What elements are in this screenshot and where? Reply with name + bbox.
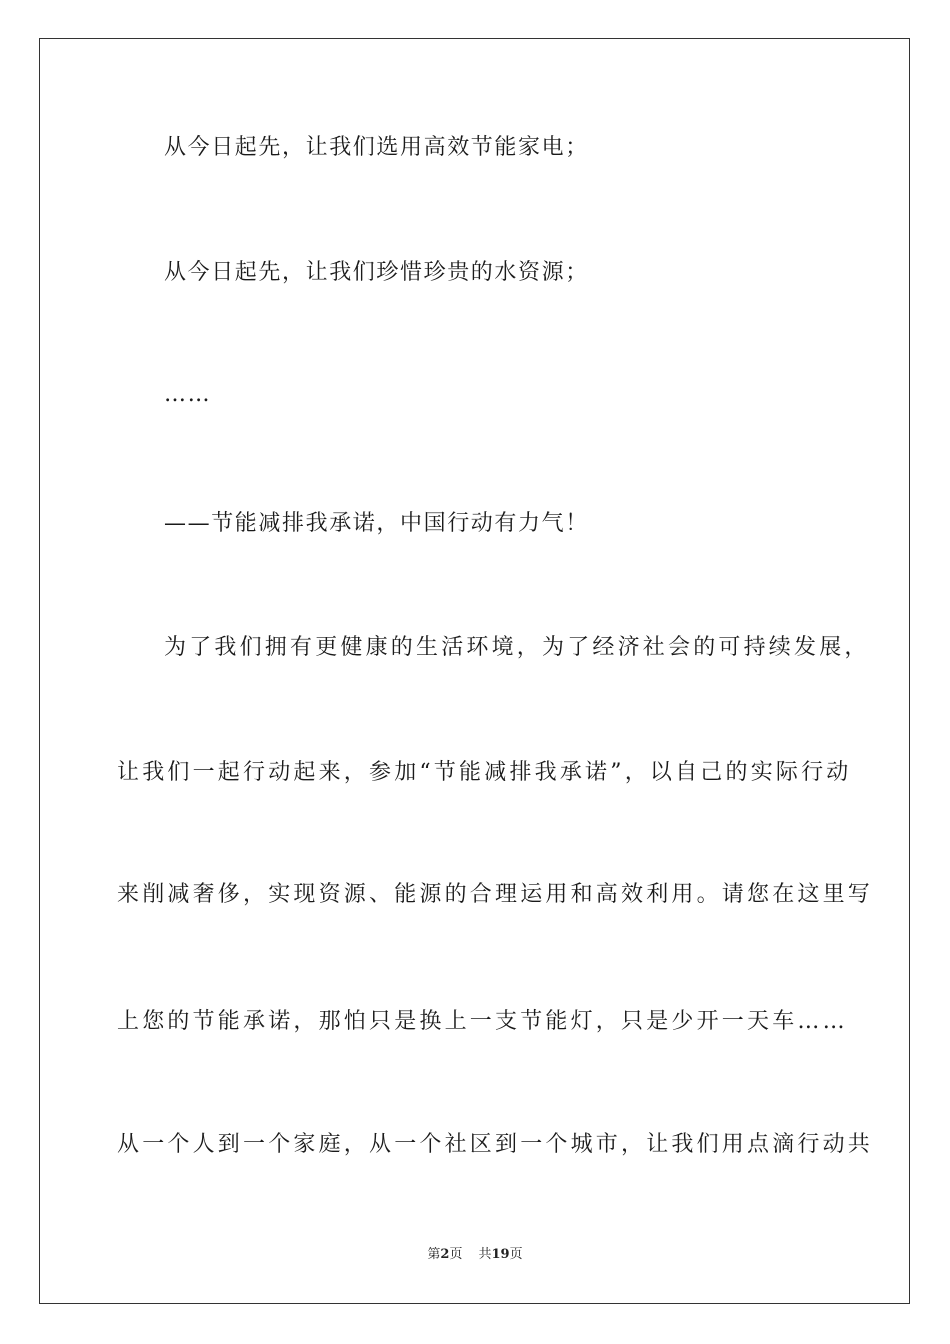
total-pages: 19 [491, 1247, 510, 1262]
slogan-line: ——节能减排我承诺，中国行动有力气！ [164, 511, 589, 536]
paragraph-line-1: 从今日起先，让我们选用高效节能家电； [164, 135, 589, 160]
paragraph-line-6: 让我们一起行动起来，参加“节能减排我承诺”，以自己的实际行动 [117, 760, 852, 785]
page-border [39, 38, 910, 1304]
page-prefix: 第 [427, 1247, 441, 1262]
paragraph-line-7: 来削减奢侈，实现资源、能源的合理运用和高效利用。请您在这里写 [117, 882, 874, 907]
total-prefix: 共 [478, 1247, 492, 1262]
paragraph-line-9: 从一个人到一个家庭，从一个社区到一个城市，让我们用点滴行动共 [117, 1132, 874, 1157]
ellipsis-line: …… [164, 382, 212, 407]
page-suffix: 页 [449, 1247, 463, 1262]
paragraph-line-8: 上您的节能承诺，那怕只是换上一支节能灯，只是少开一天车…… [117, 1009, 848, 1034]
page-number: 2 [440, 1247, 450, 1262]
page-footer [0, 1246, 950, 1264]
total-suffix: 页 [509, 1247, 523, 1262]
paragraph-line-5: 为了我们拥有更健康的生活环境，为了经济社会的可持续发展， [164, 635, 870, 660]
paragraph-line-2: 从今日起先，让我们珍惜珍贵的水资源； [164, 260, 589, 285]
